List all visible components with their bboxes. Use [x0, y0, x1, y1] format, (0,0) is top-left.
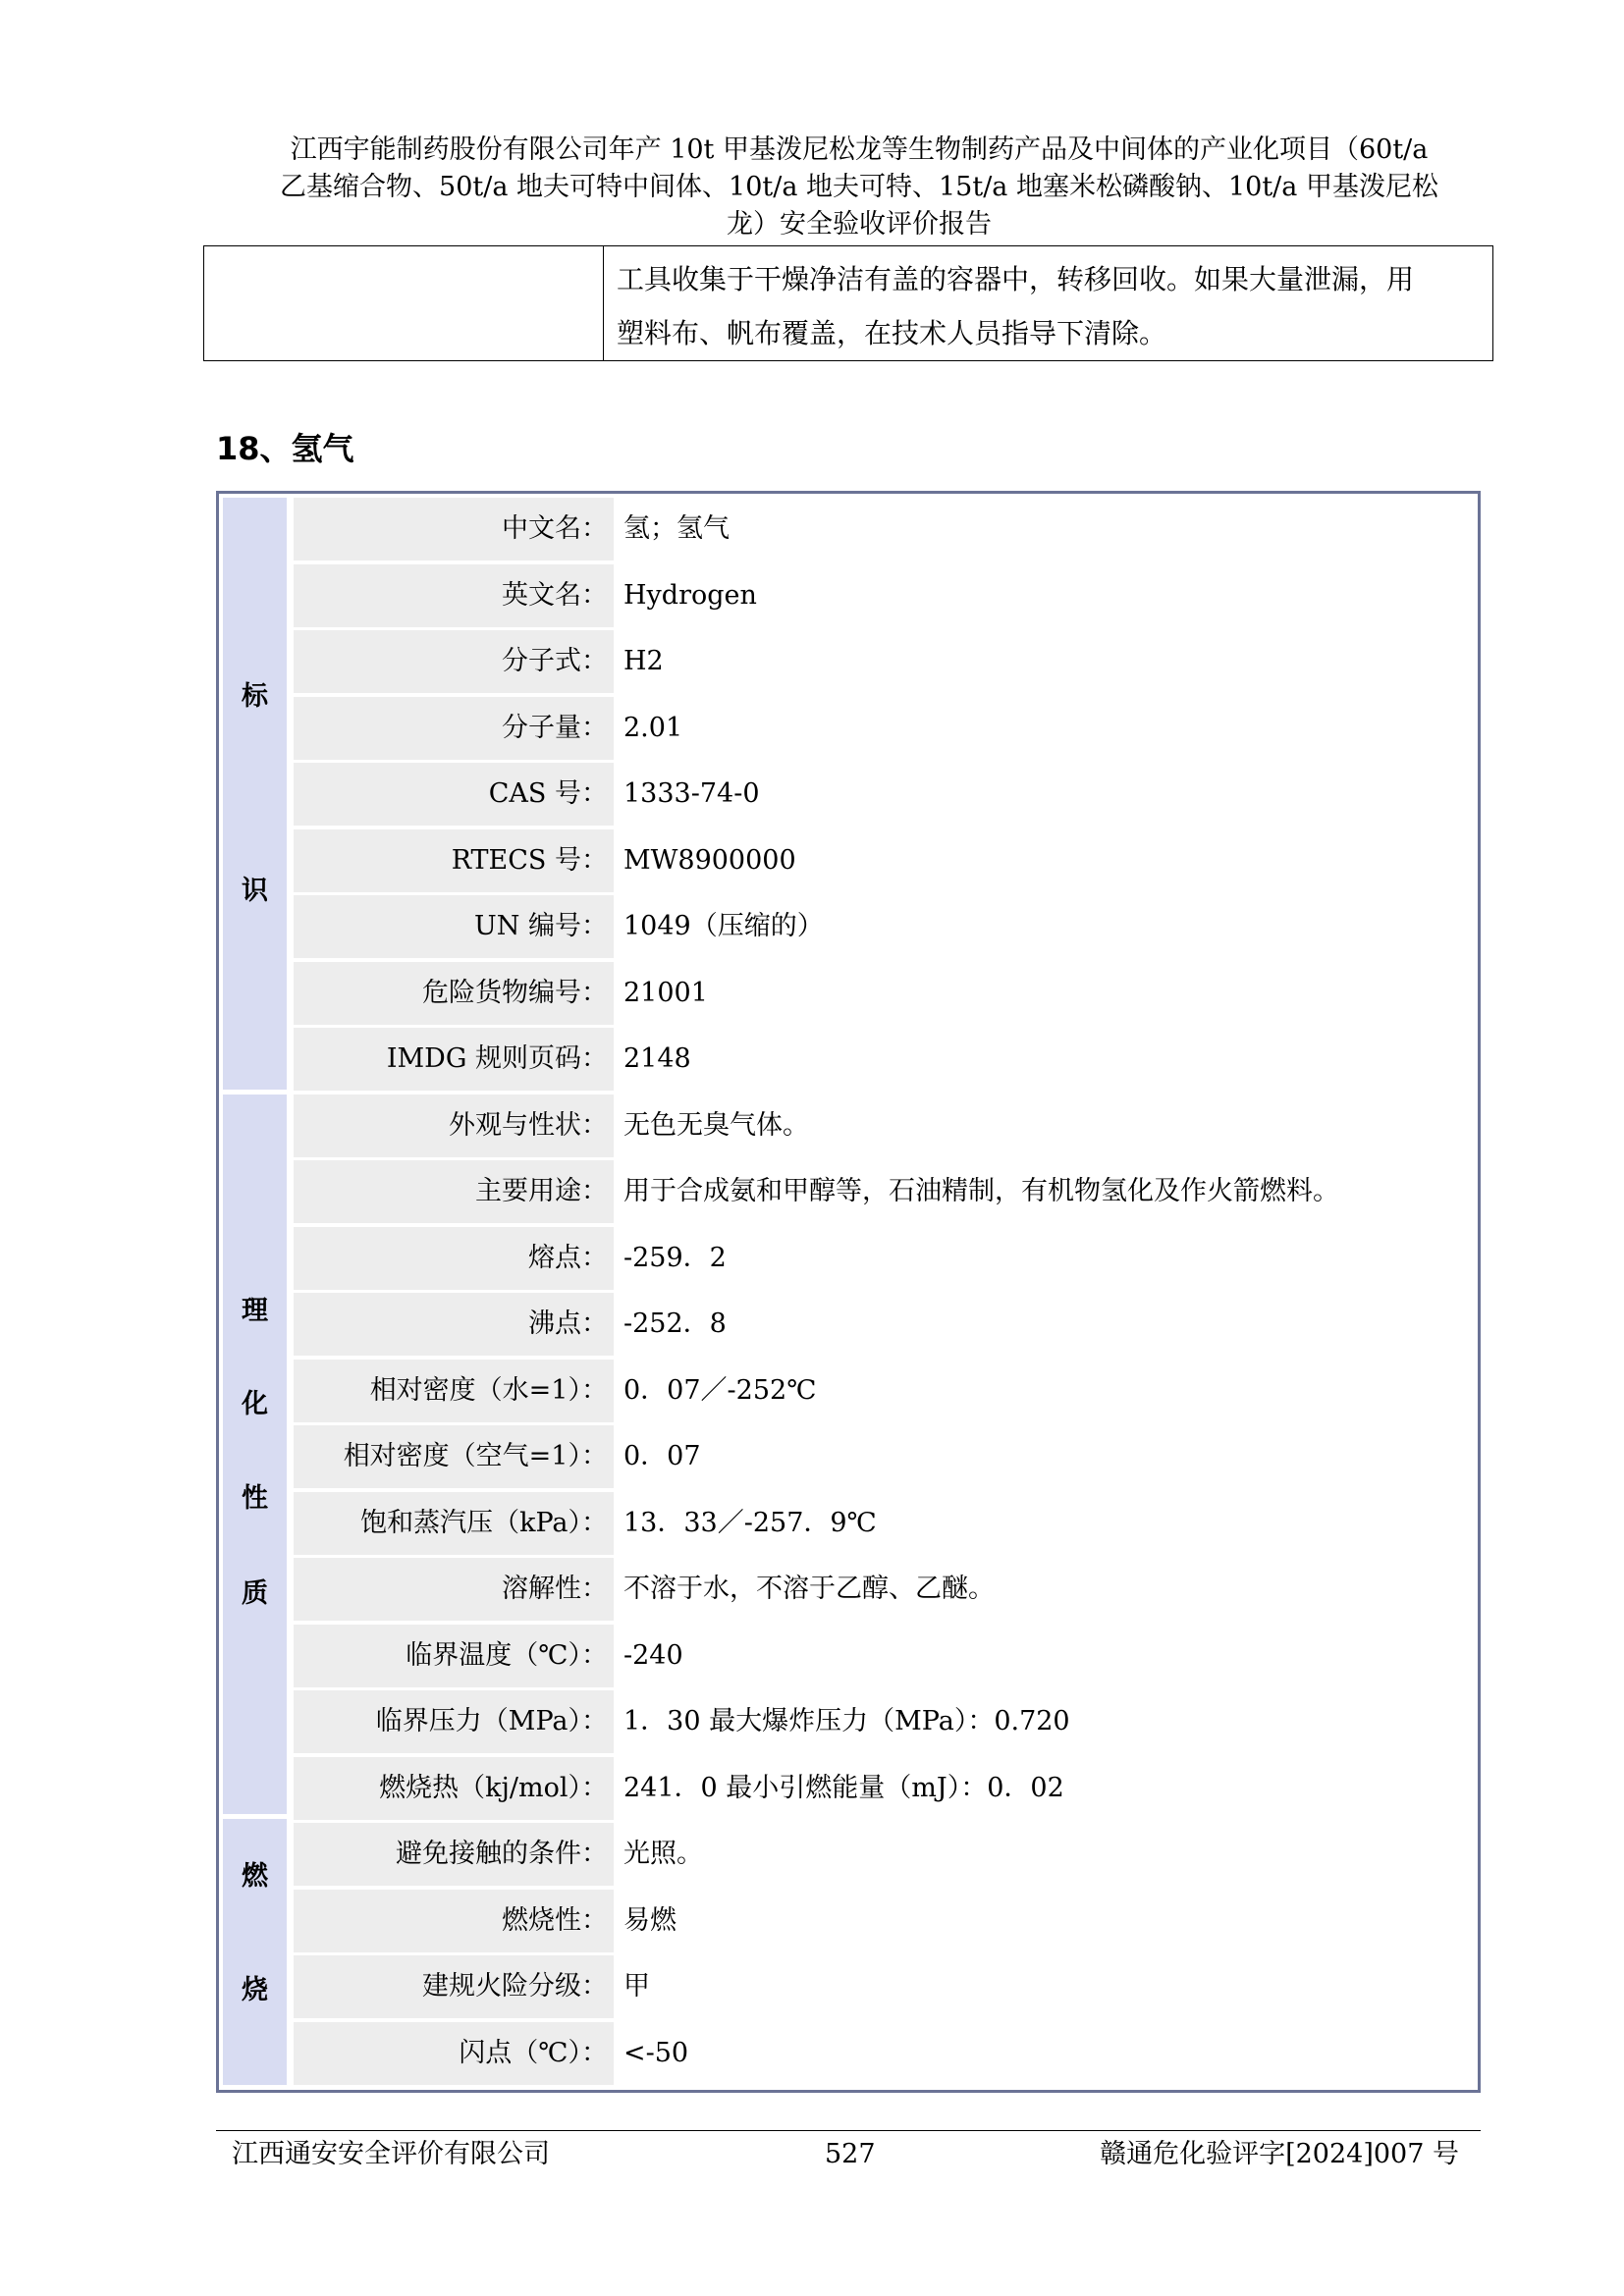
table-row [294, 1227, 1475, 1290]
table-row [294, 1625, 1475, 1687]
category-char: 识 [242, 876, 268, 906]
row-value: -252．8 [623, 1308, 727, 1339]
row-label: 主要用途： [294, 1160, 614, 1223]
row-label: 建规火险分级： [294, 1955, 614, 2018]
row-label: 燃烧热（kj/mol）： [294, 1757, 614, 1820]
row-label: UN 编号： [294, 895, 614, 958]
row-label: 饱和蒸汽压（kPa）： [294, 1492, 614, 1555]
category-identification [223, 498, 287, 1090]
table-row [294, 1558, 1475, 1621]
row-value: 1049（压缩的） [623, 911, 824, 941]
category-char: 化 [242, 1389, 268, 1419]
previous-table-text [617, 252, 1490, 360]
row-value: 2.01 [623, 713, 683, 743]
row-value: 0．07 [623, 1441, 701, 1471]
row-value: <-50 [623, 2038, 689, 2068]
category-char: 质 [242, 1578, 268, 1609]
table-row [294, 1425, 1475, 1488]
header-line: 乙基缩合物、50t/a 地夫可特中间体、10t/a 地夫可特、15t/a 地塞米松磷酸钠、10t/a 甲基泼尼松 [280, 172, 1438, 202]
row-value: 氢；氢气 [623, 513, 730, 544]
row-value: 无色无臭气体。 [623, 1110, 809, 1141]
category-combustion [223, 1819, 287, 2085]
footer-doc-number: 赣通危化验评字[2024]007 号 [1100, 2139, 1459, 2169]
table-row [294, 1492, 1475, 1555]
row-label: 沸点： [294, 1293, 614, 1356]
row-label: 危险货物编号： [294, 962, 614, 1025]
row-value: 241．0 最小引燃能量（mJ）：0．02 [623, 1773, 1064, 1803]
row-value: 光照。 [623, 1839, 703, 1869]
table-row [294, 2022, 1475, 2085]
category-char: 烧 [242, 1975, 268, 2005]
row-value: 易燃 [623, 1905, 677, 1936]
category-char: 燃 [242, 1861, 268, 1892]
table-row [294, 895, 1475, 958]
table-row [294, 763, 1475, 826]
table-row [294, 630, 1475, 693]
table-row [294, 1823, 1475, 1886]
row-label: 外观与性状： [294, 1095, 614, 1157]
table-row [294, 962, 1475, 1025]
row-label: 英文名： [294, 564, 614, 627]
page-number: 527 [825, 2139, 876, 2169]
category-char: 理 [242, 1296, 268, 1326]
row-value: 1．30 最大爆炸压力（MPa）：0.720 [623, 1706, 1070, 1736]
row-label: 分子量： [294, 697, 614, 760]
row-label: 燃烧性： [294, 1890, 614, 1952]
row-label: 分子式： [294, 630, 614, 693]
row-label: 临界温度（℃）： [294, 1625, 614, 1687]
row-value: -240 [623, 1640, 683, 1671]
row-label: 相对密度（水=1）： [294, 1360, 614, 1422]
row-value: -259．2 [623, 1243, 727, 1273]
row-value: Hydrogen [623, 580, 757, 611]
table-row [294, 1890, 1475, 1952]
category-char: 性 [242, 1483, 268, 1514]
row-label: 溶解性： [294, 1558, 614, 1621]
section-title: 18、氢气 [216, 430, 354, 467]
row-value: 0．07／-252℃ [623, 1375, 817, 1406]
row-label: 中文名： [294, 498, 614, 561]
footer-company: 江西通安安全评价有限公司 [232, 2139, 550, 2169]
row-value: 甲 [623, 1971, 650, 2002]
hydrogen-data-table [216, 491, 1481, 2093]
table-column-divider [603, 246, 604, 360]
row-value: H2 [623, 646, 664, 676]
previous-table-line: 塑料布、帆布覆盖，在技术人员指导下清除。 [617, 317, 1167, 349]
row-value: 21001 [623, 978, 708, 1008]
row-label: 闪点（℃）： [294, 2022, 614, 2085]
row-value: 不溶于水，不溶于乙醇、乙醚。 [623, 1574, 995, 1604]
table-row [294, 1028, 1475, 1091]
table-row [294, 697, 1475, 760]
table-row [294, 498, 1475, 561]
category-char: 标 [242, 681, 268, 712]
row-value: 13．33／-257．9℃ [623, 1508, 877, 1538]
table-row [294, 1293, 1475, 1356]
row-label: 避免接触的条件： [294, 1823, 614, 1886]
table-row [294, 1160, 1475, 1223]
table-row [294, 1095, 1475, 1157]
row-label: 熔点： [294, 1227, 614, 1290]
row-value: 2148 [623, 1043, 691, 1074]
row-label: IMDG 规则页码： [294, 1028, 614, 1091]
row-label: RTECS 号： [294, 829, 614, 892]
table-row [294, 829, 1475, 892]
table-row [294, 1690, 1475, 1753]
footer-divider [216, 2130, 1481, 2131]
header-line: 龙）安全验收评价报告 [727, 209, 992, 240]
row-value: 1333-74-0 [623, 778, 760, 809]
table-row [294, 1757, 1475, 1820]
document-header [196, 132, 1522, 243]
row-label: 临界压力（MPa）： [294, 1690, 614, 1753]
table-row [294, 1360, 1475, 1422]
row-label: CAS 号： [294, 763, 614, 826]
category-physicochemical [223, 1095, 287, 1814]
row-value: MW8900000 [623, 845, 796, 876]
row-value: 用于合成氨和甲醇等，石油精制，有机物氢化及作火箭燃料。 [623, 1176, 1339, 1206]
header-line: 江西宇能制药股份有限公司年产 10t 甲基泼尼松龙等生物制药产品及中间体的产业化项目（60t/a [290, 134, 1429, 165]
table-row [294, 564, 1475, 627]
row-label: 相对密度（空气=1）： [294, 1425, 614, 1488]
table-row [294, 1955, 1475, 2018]
previous-table-line: 工具收集于干燥净洁有盖的容器中，转移回收。如果大量泄漏，用 [617, 263, 1415, 295]
previous-table-continuation [203, 246, 1493, 361]
